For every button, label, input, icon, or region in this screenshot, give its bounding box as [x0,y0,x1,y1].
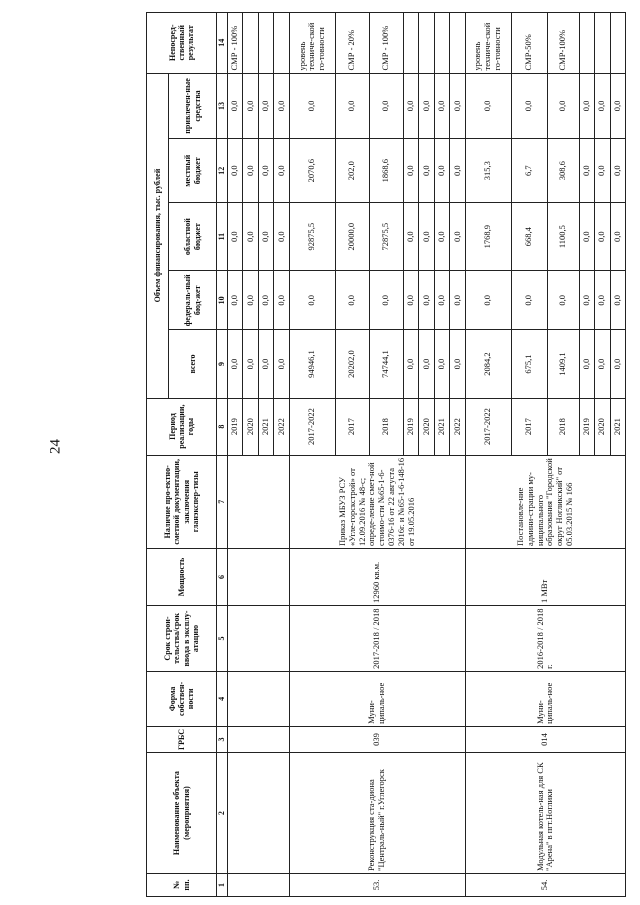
result-cell [579,13,594,74]
total-cell: 675,1 [511,330,547,398]
federal-cell: 0,0 [610,271,625,330]
attracted-cell: 0,0 [579,73,594,139]
total-cell: 0,0 [419,330,434,398]
period-cell: 2019 [579,398,594,455]
regional-cell: 1100,5 [547,203,579,271]
total-cell: 0,0 [243,330,258,398]
federal-cell: 0,0 [258,271,273,330]
header-capacity: Мощность [147,548,217,605]
period-cell: 2022 [450,398,465,455]
header-docs: Наличие про-ектно-сметной документации, заключения гланэкспер-тизы [147,455,217,548]
object-grbs: 014 [465,726,625,752]
object-docs: Приказ МБУЗ РСУ «Угле-горскстрой» от 12.09.2016 № 48-с; опреде-ление смет-ной стоимо-сти №65-1-6-0376-16 от 22 августа 2016г. и №65-1-6-148-16 от 19.05.2016 [289,455,465,548]
attracted-cell: 0,0 [465,73,511,139]
col-number: 5 [217,606,228,672]
regional-cell: 668,4 [511,203,547,271]
header-funding: Объем финансирования, тыс. рублей [147,73,169,398]
period-cell: 2018 [547,398,579,455]
object-name: Реконструкция ста-диона "Централь-ный" г.Углегорск [289,753,465,874]
local-cell: 0,0 [450,139,465,203]
local-cell: 0,0 [274,139,289,203]
object-ownership: Муни-ципаль-ное [465,671,625,726]
regional-cell: 1768,9 [465,203,511,271]
attracted-cell: 0,0 [403,73,418,139]
total-cell: 0,0 [595,330,610,398]
federal-cell: 0,0 [335,271,369,330]
total-cell: 0,0 [403,330,418,398]
local-cell: 0,0 [595,139,610,203]
total-cell: 74744,1 [369,330,403,398]
attracted-cell: 0,0 [595,73,610,139]
period-cell: 2019 [403,398,418,455]
header-attracted: привлечен-ные средства [169,73,217,139]
result-cell [595,13,610,74]
header-regional: областной бюджет [169,203,217,271]
local-cell: 308,6 [547,139,579,203]
header-grbs: ГРБС [147,726,217,752]
attracted-cell: 0,0 [335,73,369,139]
object-timing: 2016-2018 / 2018 г. [465,606,625,672]
local-cell: 0,0 [579,139,594,203]
header-timing: Срок строи-тельства/срок ввода в эксплу-атацию [147,606,217,672]
object-docs: Постановле-ние админи-страции му-ниципального образования "Городской округ Ногликский" от 05.03.2015 № 166 [465,455,625,548]
federal-cell: 0,0 [579,271,594,330]
local-cell: 0,0 [610,139,625,203]
investment-table [146,12,626,897]
col-number: 1 [217,873,228,896]
result-cell [419,13,434,74]
total-cell: 2084,2 [465,330,511,398]
attracted-cell: 0,0 [610,73,625,139]
result-cell: уровень техниче-ской го-товности [465,13,511,74]
object-name: Модульная котель-ная для СК "Арена" в пгт.Ноглики [465,753,625,874]
total-cell: 1409,1 [547,330,579,398]
regional-cell: 0,0 [274,203,289,271]
regional-cell: 0,0 [450,203,465,271]
col-number: 4 [217,671,228,726]
local-cell: 0,0 [419,139,434,203]
local-cell: 0,0 [243,139,258,203]
object-number: 53. [289,873,465,896]
local-cell: 202,0 [335,139,369,203]
period-cell: 2017 [335,398,369,455]
object-capacity: 1 МВт [465,548,625,605]
result-cell: СМР - 100% [228,13,243,74]
result-cell: СМР - 20% [335,13,369,74]
total-cell: 0,0 [258,330,273,398]
regional-cell: 0,0 [419,203,434,271]
result-cell: СМР-100% [547,13,579,74]
attracted-cell: 0,0 [547,73,579,139]
total-cell: 0,0 [274,330,289,398]
period-cell: 2021 [434,398,449,455]
col-number: 9 [217,330,228,398]
object-capacity: 12960 кв.м. [289,548,465,605]
col-number: 6 [217,548,228,605]
period-cell: 2017-2022 [465,398,511,455]
federal-cell: 0,0 [369,271,403,330]
regional-cell: 0,0 [579,203,594,271]
col-number: 10 [217,271,228,330]
local-cell: 315,3 [465,139,511,203]
local-cell: 2070,6 [289,139,335,203]
federal-cell: 0,0 [450,271,465,330]
period-cell: 2022 [274,398,289,455]
table-row [289,13,335,897]
attracted-cell: 0,0 [450,73,465,139]
federal-cell: 0,0 [511,271,547,330]
total-cell: 0,0 [579,330,594,398]
total-cell: 0,0 [434,330,449,398]
federal-cell: 0,0 [434,271,449,330]
rotated-table-wrapper [146,12,626,897]
result-cell [274,13,289,74]
total-cell: 20202,0 [335,330,369,398]
regional-cell: 92875,5 [289,203,335,271]
result-cell [403,13,418,74]
attracted-cell: 0,0 [434,73,449,139]
header-name: Наименование объекта (мероприятия) [147,753,217,874]
attracted-cell: 0,0 [511,73,547,139]
col-number: 3 [217,726,228,752]
result-cell: СМР-50% [511,13,547,74]
period-cell: 2021 [610,398,625,455]
attracted-cell: 0,0 [228,73,243,139]
object-ownership: Муни-ципаль-ное [289,671,465,726]
period-cell: 2020 [595,398,610,455]
period-cell: 2020 [243,398,258,455]
period-cell: 2020 [419,398,434,455]
attracted-cell: 0,0 [289,73,335,139]
period-cell: 2019 [228,398,243,455]
local-cell: 0,0 [228,139,243,203]
col-number: 7 [217,455,228,548]
federal-cell: 0,0 [547,271,579,330]
local-cell: 0,0 [434,139,449,203]
header-num: № пп. [147,873,217,896]
header-result: Непосред-ственный результат [147,13,217,74]
total-cell: 0,0 [450,330,465,398]
page-number: 24 [47,439,64,454]
federal-cell: 0,0 [274,271,289,330]
federal-cell: 0,0 [228,271,243,330]
result-cell: уровень техниче-ской го-товности [289,13,335,74]
federal-cell: 0,0 [595,271,610,330]
regional-cell: 0,0 [403,203,418,271]
result-cell [434,13,449,74]
total-cell: 0,0 [228,330,243,398]
attracted-cell: 0,0 [369,73,403,139]
federal-cell: 0,0 [243,271,258,330]
result-cell: СМР - 100% [369,13,403,74]
period-cell: 2021 [258,398,273,455]
table-body [228,13,626,897]
federal-cell: 0,0 [403,271,418,330]
header-local: местный бюджет [169,139,217,203]
period-cell: 2017-2022 [289,398,335,455]
attracted-cell: 0,0 [419,73,434,139]
total-cell: 94946,1 [289,330,335,398]
result-cell [610,13,625,74]
col-number: 11 [217,203,228,271]
attracted-cell: 0,0 [258,73,273,139]
federal-cell: 0,0 [419,271,434,330]
regional-cell: 72875,5 [369,203,403,271]
local-cell: 0,0 [403,139,418,203]
attracted-cell: 0,0 [243,73,258,139]
local-cell: 0,0 [258,139,273,203]
period-cell: 2017 [511,398,547,455]
total-cell: 0,0 [610,330,625,398]
result-cell [258,13,273,74]
regional-cell: 0,0 [595,203,610,271]
regional-cell: 20000,0 [335,203,369,271]
header-total: всего [169,330,217,398]
regional-cell: 0,0 [228,203,243,271]
local-cell: 6,7 [511,139,547,203]
regional-cell: 0,0 [258,203,273,271]
regional-cell: 0,0 [610,203,625,271]
object-grbs: 039 [289,726,465,752]
col-number: 12 [217,139,228,203]
col-number: 14 [217,13,228,74]
period-cell: 2018 [369,398,403,455]
result-cell [450,13,465,74]
federal-cell: 0,0 [289,271,335,330]
attracted-cell: 0,0 [274,73,289,139]
local-cell: 1868,6 [369,139,403,203]
header-federal: федераль-ный бюд-жет [169,271,217,330]
regional-cell: 0,0 [243,203,258,271]
table-row [465,13,511,897]
table-row [228,13,243,897]
result-cell [243,13,258,74]
col-number: 2 [217,753,228,874]
object-timing: 2017-2018 / 2018 [289,606,465,672]
regional-cell: 0,0 [434,203,449,271]
col-number: 13 [217,73,228,139]
federal-cell: 0,0 [465,271,511,330]
col-number: 8 [217,398,228,455]
header-ownership: Форма собствен-ности [147,671,217,726]
column-number-row [217,13,228,897]
header-period: Период реализации, годы [147,398,217,455]
object-number: 54. [465,873,625,896]
